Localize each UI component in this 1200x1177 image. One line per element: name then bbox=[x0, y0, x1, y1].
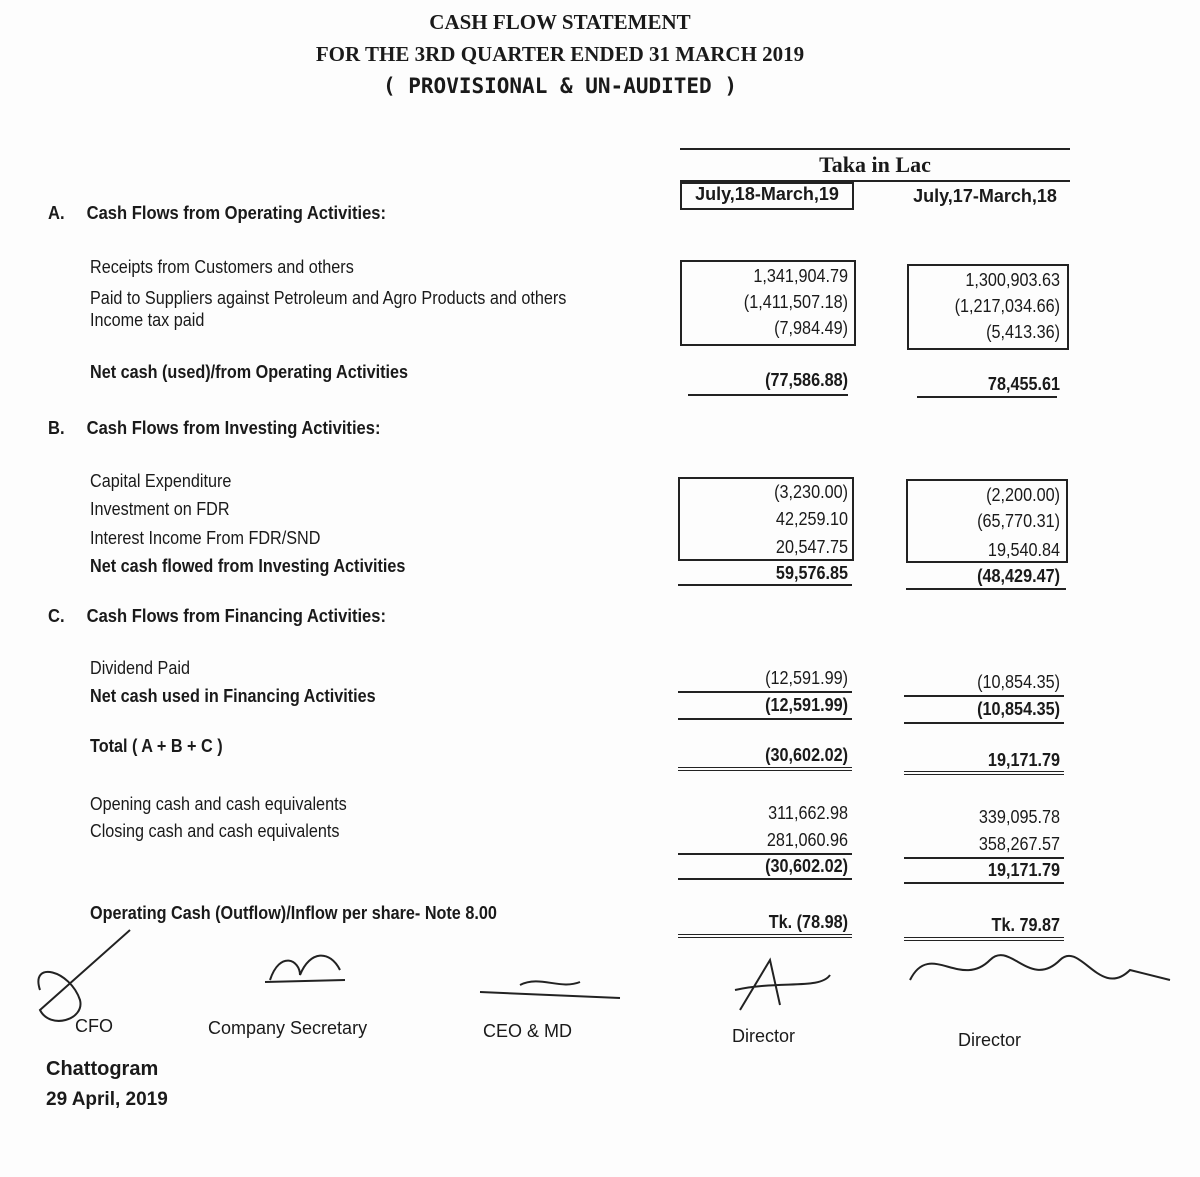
value-prior: (1,217,034.66) bbox=[954, 296, 1060, 316]
value-prior: (48,429.47) bbox=[977, 566, 1060, 586]
statement-title: CASH FLOW STATEMENT bbox=[429, 10, 691, 34]
rule bbox=[678, 853, 852, 855]
value-prior: 339,095.78 bbox=[978, 807, 1060, 827]
value-current: Tk. (78.98) bbox=[768, 912, 848, 932]
value-prior: Tk. 79.87 bbox=[991, 915, 1060, 935]
signature-cfo bbox=[38, 930, 130, 1021]
rule bbox=[688, 394, 848, 396]
row-label: Net cash (used)/from Operating Activities bbox=[90, 362, 409, 382]
row-label: Net cash used in Financing Activities bbox=[90, 686, 376, 706]
row-label: Capital Expenditure bbox=[90, 471, 232, 491]
rule bbox=[906, 588, 1066, 590]
rule bbox=[917, 396, 1057, 398]
value-current: (30,602.02) bbox=[765, 856, 848, 876]
value-current: (12,591.99) bbox=[765, 668, 848, 688]
value-current: 42,259.10 bbox=[775, 509, 848, 529]
statement-subtitle: FOR THE 3RD QUARTER ENDED 31 MARCH 2019 bbox=[315, 42, 805, 66]
signatory-company-secretary: Company Secretary bbox=[208, 1018, 368, 1038]
rule bbox=[904, 695, 1064, 697]
row-label: Opening cash and cash equivalents bbox=[90, 794, 347, 814]
value-prior: (10,854.35) bbox=[977, 699, 1060, 719]
value-current: (12,591.99) bbox=[765, 695, 848, 715]
value-prior: 19,540.84 bbox=[987, 540, 1060, 560]
date: 29 April, 2019 bbox=[46, 1089, 168, 1110]
rule bbox=[678, 718, 852, 720]
header-rule bbox=[680, 148, 1070, 150]
value-current: 311,662.98 bbox=[768, 803, 848, 823]
rule bbox=[678, 691, 852, 693]
rule bbox=[904, 882, 1064, 884]
column-header-prior: July,17-March,18 bbox=[913, 186, 1057, 206]
rule bbox=[904, 722, 1064, 724]
row-label: Closing cash and cash equivalents bbox=[90, 821, 340, 841]
value-current: (1,411,507.18) bbox=[743, 292, 848, 312]
statement-status: ( PROVISIONAL & UN-AUDITED ) bbox=[382, 74, 737, 98]
value-prior: 1,300,903.63 bbox=[965, 270, 1060, 290]
value-prior: 78,455.61 bbox=[987, 374, 1060, 394]
signatory-director-2: Director bbox=[958, 1030, 1022, 1050]
column-header-current: July,18-March,19 bbox=[680, 182, 854, 210]
signatory-ceo-md: CEO & MD bbox=[483, 1021, 573, 1041]
value-prior: (65,770.31) bbox=[977, 511, 1060, 531]
value-prior: (2,200.00) bbox=[986, 485, 1060, 505]
row-label: Operating Cash (Outflow)/Inflow per share- Note 8.00 bbox=[90, 903, 497, 923]
row-label: Investment on FDR bbox=[90, 499, 230, 519]
section-b-heading: B. Cash Flows from Investing Activities: bbox=[48, 418, 381, 438]
section-c-heading: C. Cash Flows from Financing Activities: bbox=[48, 606, 386, 626]
unit-label: Taka in Lac bbox=[819, 152, 931, 177]
rule bbox=[678, 878, 852, 880]
value-current: 1,341,904.79 bbox=[753, 266, 848, 286]
row-label: Dividend Paid bbox=[90, 658, 190, 678]
row-label: Receipts from Customers and others bbox=[90, 257, 354, 277]
rule bbox=[678, 584, 852, 586]
value-prior: 19,171.79 bbox=[987, 860, 1060, 880]
rule bbox=[904, 857, 1064, 859]
value-current: (3,230.00) bbox=[774, 482, 848, 502]
value-current: (77,586.88) bbox=[765, 370, 848, 390]
row-label: Income tax paid bbox=[90, 310, 205, 330]
value-current: 281,060.96 bbox=[766, 830, 848, 850]
value-current: (30,602.02) bbox=[765, 745, 848, 765]
value-current: 20,547.75 bbox=[775, 537, 848, 557]
signatory-cfo: CFO bbox=[75, 1016, 113, 1036]
value-current: 59,576.85 bbox=[775, 563, 848, 583]
row-label: Interest Income From FDR/SND bbox=[90, 528, 321, 548]
row-label: Net cash flowed from Investing Activities bbox=[90, 556, 406, 576]
signature-secretary bbox=[265, 956, 345, 982]
section-a-heading: A. Cash Flows from Operating Activities: bbox=[48, 203, 386, 223]
rule bbox=[904, 771, 1064, 775]
value-prior: 358,267.57 bbox=[978, 834, 1060, 854]
row-label: Paid to Suppliers against Petroleum and Agro Products and others bbox=[90, 288, 567, 308]
signatory-director-1: Director bbox=[732, 1026, 796, 1046]
value-prior: (10,854.35) bbox=[977, 672, 1060, 692]
value-current: (7,984.49) bbox=[774, 318, 848, 338]
value-prior: (5,413.36) bbox=[986, 322, 1060, 342]
place: Chattogram bbox=[46, 1058, 159, 1080]
row-label: Total ( A + B + C ) bbox=[90, 736, 223, 756]
value-prior: 19,171.79 bbox=[987, 750, 1060, 770]
signature-director1 bbox=[735, 960, 830, 1010]
signature-ceo bbox=[480, 981, 620, 998]
rule bbox=[678, 767, 852, 771]
signature-director2 bbox=[910, 955, 1170, 980]
